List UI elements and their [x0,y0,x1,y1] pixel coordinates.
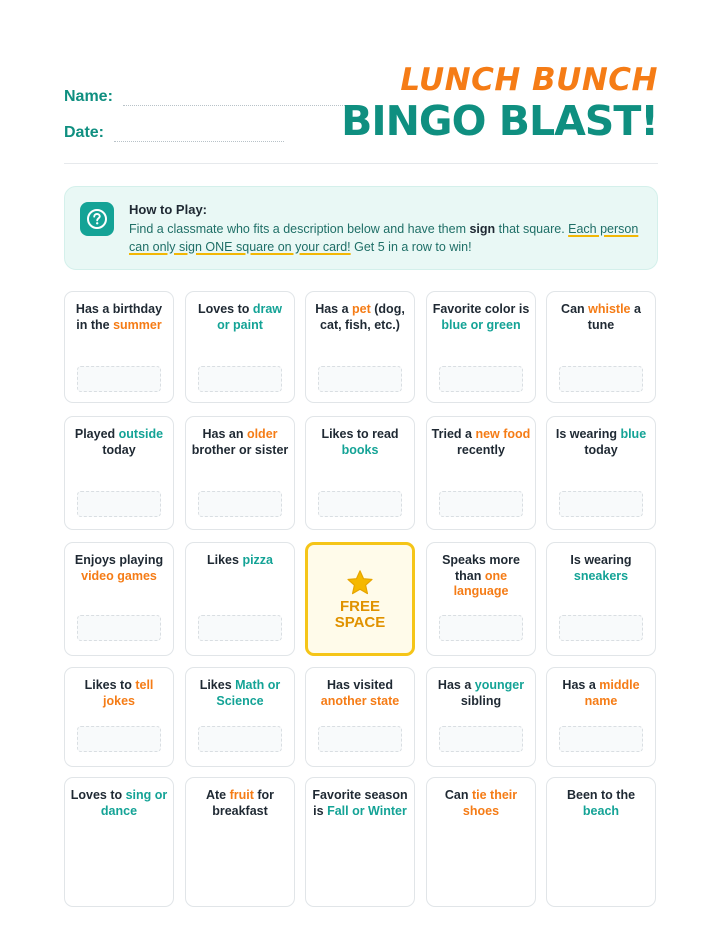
cell-description [190,553,290,569]
cell-highlight-text: fruit [229,788,254,802]
signature-box[interactable] [439,366,523,392]
cell-description [551,678,651,709]
bingo-cell[interactable] [64,542,174,656]
cell-text-segment: Tried a [431,427,476,441]
cell-description [190,678,290,709]
title-bingo-blast: BINGO BLAST! [341,97,658,145]
name-label: Name: [64,88,113,105]
bingo-cell[interactable] [185,416,295,530]
bingo-cell[interactable] [185,667,295,767]
bingo-cell[interactable] [426,667,536,767]
cell-highlight-text: pet [352,302,371,316]
title-lunch-bunch: LUNCH BUNCH [400,62,658,98]
free-label-line1: FREE [339,598,380,615]
cell-text-segment: Been to the [566,788,636,802]
bingo-cell[interactable] [546,667,656,767]
cell-text-segment: Is wearing [570,553,632,567]
free-space-label [308,599,412,631]
signature-box[interactable] [198,366,282,392]
cell-text-segment: Played [74,427,119,441]
cell-text-segment: Favorite season is [312,788,408,818]
cell-description [190,302,290,333]
bingo-cell[interactable] [64,291,174,403]
cell-text-segment: Likes [207,553,243,567]
cell-description [431,788,531,819]
cell-text-segment: recently [457,442,505,457]
cell-description [69,678,169,709]
bingo-cell[interactable] [64,777,174,907]
student-fields [64,88,351,160]
cell-highlight-text: older [246,427,278,441]
cell-text-segment: Favorite color is [432,302,530,316]
bingo-cell[interactable] [426,291,536,403]
cell-description [551,302,651,333]
cell-highlight-text: sneakers [573,568,629,583]
worksheet-title [341,62,658,144]
date-line[interactable] [114,128,284,142]
cell-description [431,553,531,600]
signature-box[interactable] [559,366,643,392]
cell-description [551,553,651,584]
bingo-cell[interactable] [64,416,174,530]
signature-box[interactable] [77,366,161,392]
bingo-cell[interactable] [305,416,415,530]
cell-highlight-text: blue [620,427,647,441]
cell-text-segment: Has a [315,302,353,316]
bingo-cell[interactable] [546,416,656,530]
bingo-cell[interactable] [305,291,415,403]
cell-text-segment: Enjoys playing [74,553,164,567]
cell-description [190,788,290,819]
date-field[interactable] [64,124,351,142]
signature-box[interactable] [439,615,523,641]
worksheet-header [64,58,658,164]
cell-text-segment: Loves to [70,788,126,802]
cell-description [190,427,290,458]
cell-text-segment: (dog, cat, fish, etc.) [320,302,405,332]
bingo-cell[interactable] [546,777,656,907]
cell-text-segment: Is wearing [555,427,621,441]
date-label: Date: [64,124,105,141]
signature-box[interactable] [198,491,282,517]
cell-highlight-text: younger [474,678,525,692]
howto-text-underlined: Each person can only sign ONE square on your card! [129,222,639,254]
cell-highlight-text: tie their shoes [462,788,518,818]
cell-text-segment: Has a [562,678,600,692]
cell-text-segment: today [102,442,136,457]
cell-highlight-text: another state [320,693,400,708]
cell-highlight-text: blue or green [441,317,521,332]
cell-text-segment: Has visited [326,678,393,692]
cell-highlight-text: beach [582,803,620,818]
cell-description [310,302,410,333]
signature-box[interactable] [559,491,643,517]
bingo-cell[interactable] [185,542,295,656]
cell-highlight-text: books [341,442,379,457]
signature-box[interactable] [198,615,282,641]
cell-text-segment: Can [561,302,589,316]
free-space-cell[interactable] [305,542,415,656]
cell-highlight-text: tell jokes [103,678,154,708]
cell-text-segment: Can [444,788,472,802]
cell-text-segment: Likes [199,678,236,692]
name-field[interactable] [64,88,351,106]
cell-highlight-text: one language [453,568,509,598]
cell-highlight-text: whistle [588,302,631,316]
bingo-cell[interactable] [185,291,295,403]
bingo-cell[interactable] [546,291,656,403]
bingo-cell[interactable] [185,777,295,907]
cell-highlight-text: sing or dance [100,788,168,818]
how-to-play-title: How to Play: [129,202,208,217]
signature-box[interactable] [77,491,161,517]
cell-text-segment: Speaks more than [442,553,520,583]
bingo-cell[interactable] [426,777,536,907]
signature-box[interactable] [559,615,643,641]
cell-text-segment: Has a [437,678,475,692]
cell-description [310,427,410,458]
signature-box[interactable] [439,491,523,517]
cell-text-segment: Ate [205,788,230,802]
star-icon [308,569,412,601]
bingo-cell[interactable] [426,542,536,656]
cell-description [431,678,531,709]
bingo-cell[interactable] [305,777,415,907]
cell-description [431,302,531,333]
signature-box[interactable] [318,726,402,752]
cell-text-segment: Loves to [197,302,253,316]
cell-description [69,788,169,819]
cell-highlight-text: outside [118,427,164,441]
cell-text-segment: a tune [587,302,641,332]
free-label-line2: SPACE [334,614,386,631]
question-icon [80,202,114,236]
howto-text-1: Find a classmate who fits a description below and have them [129,222,470,236]
cell-highlight-text: summer [113,317,162,332]
cell-text-segment: for breakfast [212,788,275,818]
cell-text-segment: sibling [460,693,502,708]
bingo-cell[interactable] [546,542,656,656]
signature-box[interactable] [439,726,523,752]
cell-description [69,553,169,584]
cell-highlight-text: new food [475,427,531,441]
howto-text-2: that square. [495,222,569,236]
signature-box[interactable] [77,726,161,752]
signature-box[interactable] [318,491,402,517]
cell-description [69,427,169,458]
bingo-cell[interactable] [64,667,174,767]
cell-text-segment: Has an [202,427,247,441]
cell-highlight-text: Fall or Winter [327,803,407,818]
bingo-cell[interactable] [426,416,536,530]
cell-highlight-text: video games [81,568,157,583]
cell-highlight-text: Math or Science [216,678,281,708]
cell-text-segment: Likes to [84,678,136,692]
how-to-play-box [64,186,658,270]
cell-description [551,788,651,819]
cell-text-segment: today [584,442,618,457]
signature-box[interactable] [77,615,161,641]
signature-box[interactable] [318,366,402,392]
howto-text-bold: sign [469,222,496,236]
bingo-cell[interactable] [305,667,415,767]
cell-text-segment: brother or sister [191,442,289,457]
how-to-play-text [129,221,644,256]
cell-highlight-text: pizza [242,553,273,567]
cell-description [551,427,651,458]
cell-text-segment: Likes to read [321,427,399,441]
cell-highlight-text: middle name [584,678,640,708]
cell-text-segment: Has a birthday in the [75,302,163,332]
howto-text-3: Get 5 in a row to win! [350,239,472,254]
signature-box[interactable] [559,726,643,752]
signature-box[interactable] [198,726,282,752]
cell-highlight-text: draw or paint [217,302,283,332]
cell-description [310,678,410,709]
name-line[interactable] [123,92,351,106]
cell-description [431,427,531,458]
cell-description [69,302,169,333]
cell-description [310,788,410,819]
